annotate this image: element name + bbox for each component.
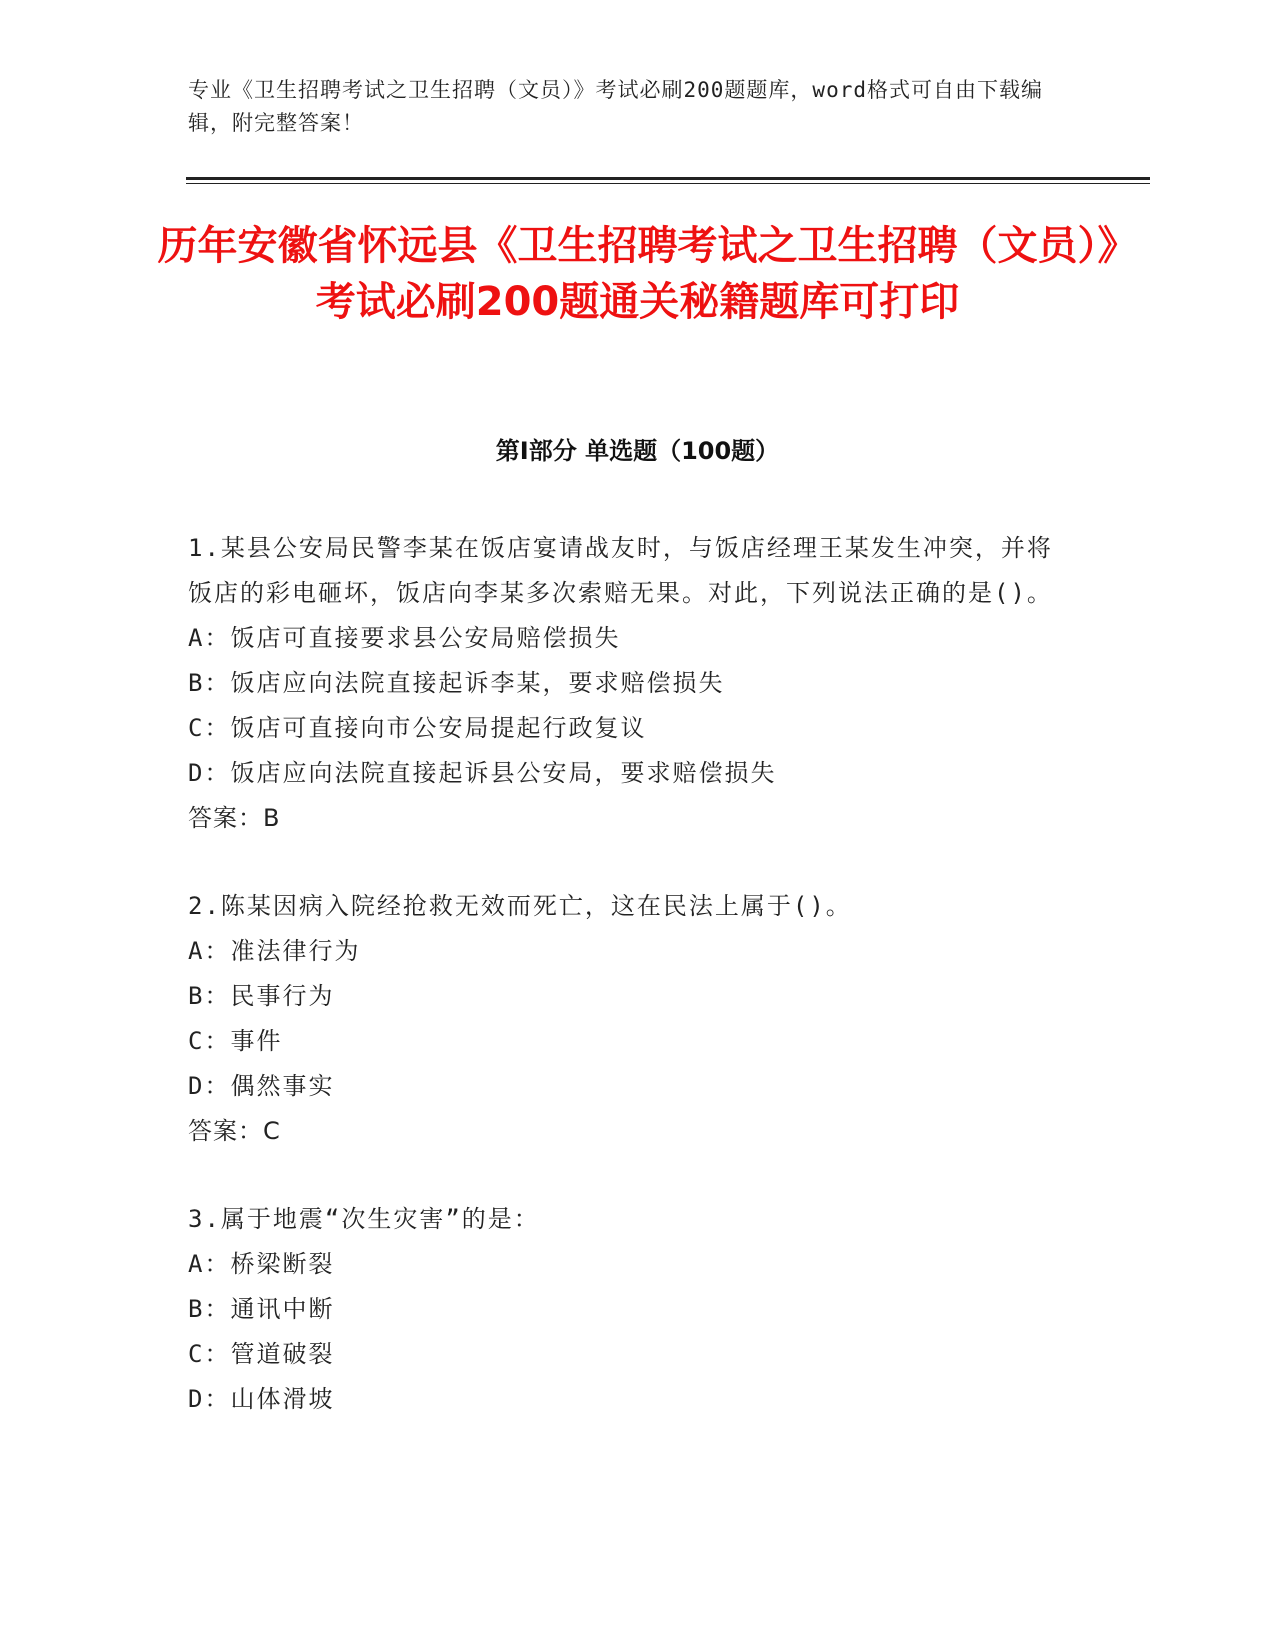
option-a: A：饭店可直接要求县公安局赔偿损失 (188, 624, 621, 652)
option-d: D：饭店应向法院直接起诉县公安局，要求赔偿损失 (188, 759, 777, 787)
question-stem: 3.属于地震“次生灾害”的是： (188, 1205, 540, 1233)
option-b: B：民事行为 (188, 982, 335, 1010)
section-heading: 第Ⅰ部分 单选题（100题） (495, 437, 780, 465)
question-stem: 1.某县公安局民警李某在饭店宴请战友时，与饭店经理王某发生冲突，并将饭店的彩电砸坏，饭店向李某多次索赔无果。对此，下列说法正确的是()。 (188, 534, 1053, 607)
question-1 (188, 526, 1068, 841)
option-a: A：桥梁断裂 (188, 1250, 335, 1278)
option-d: D：偶然事实 (188, 1072, 335, 1100)
header-rule-thin (186, 183, 1150, 184)
option-a: A：准法律行为 (188, 937, 361, 965)
document-title: 历年安徽省怀远县《卫生招聘考试之卫生招聘（文员）》考试必刷200题通关秘籍题库可打印 (157, 223, 1118, 325)
question-stem: 2.陈某因病入院经抢救无效而死亡，这在民法上属于()。 (188, 892, 852, 920)
question-3 (188, 1197, 1068, 1422)
option-b: B：饭店应向法院直接起诉李某，要求赔偿损失 (188, 669, 725, 697)
option-d: D：山体滑坡 (188, 1385, 335, 1413)
question-list (188, 526, 1068, 1465)
option-c: C：饭店可直接向市公安局提起行政复议 (188, 714, 647, 742)
option-c: C：事件 (188, 1027, 283, 1055)
answer-line: 答案：C (188, 1117, 281, 1145)
option-c: C：管道破裂 (188, 1340, 335, 1368)
question-2 (188, 884, 1068, 1154)
header-note: 专业《卫生招聘考试之卫生招聘（文员）》考试必刷200题题库，word格式可自由下载编辑，附完整答案！ (188, 78, 1043, 135)
answer-line: 答案：B (188, 804, 281, 832)
header-rule-thick (186, 177, 1150, 180)
option-b: B：通讯中断 (188, 1295, 335, 1323)
